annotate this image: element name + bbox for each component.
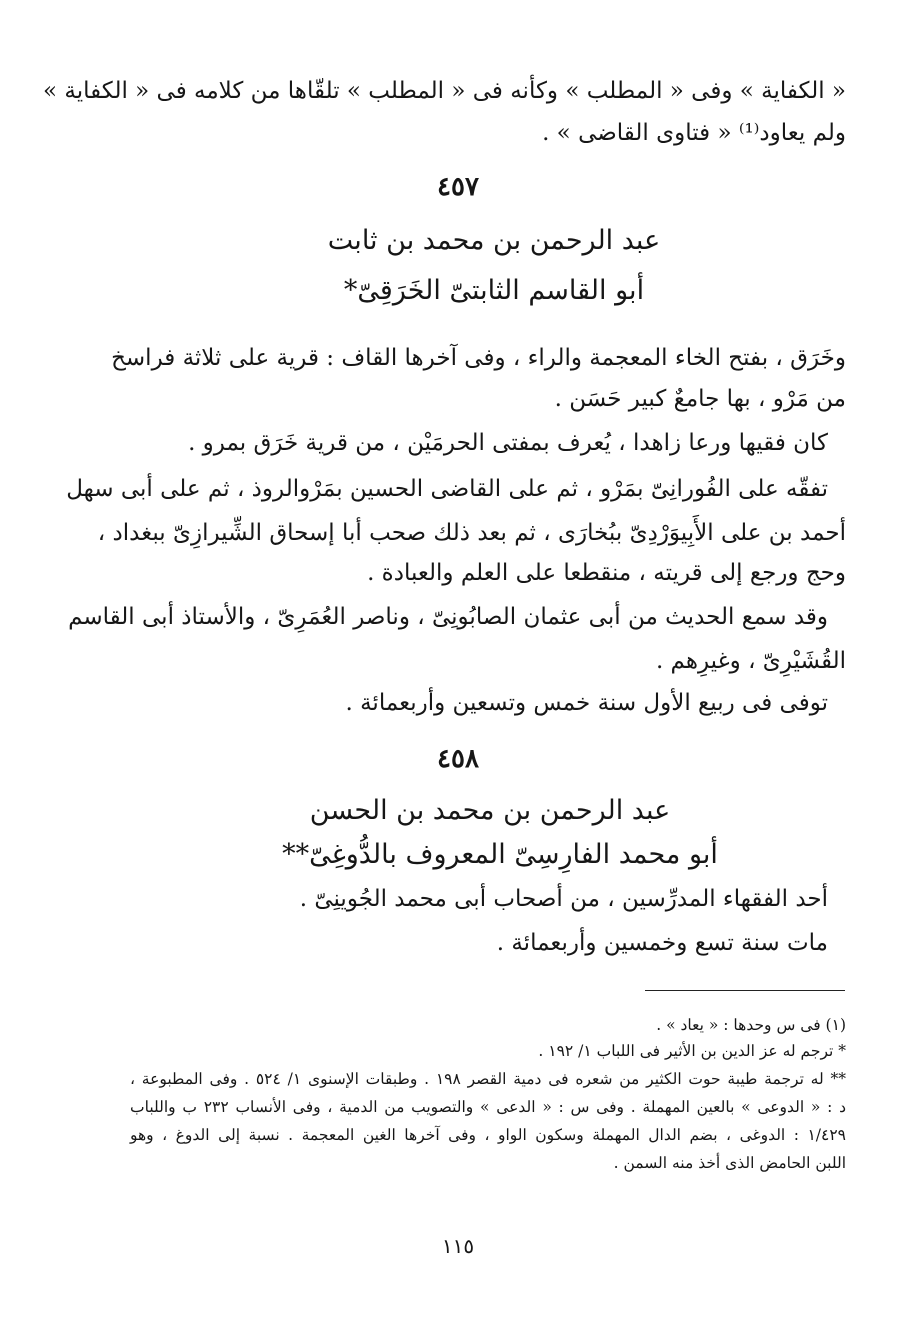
entry-457-paragraph-line: القُشَيْرِىّ ، وغيرِهم . (655, 648, 846, 674)
intro-line-1: « الكفاية » وفى « المطلب » وكأنه فى « المطلب » تلقّاها من كلامه فى « الكفاية » (43, 78, 846, 104)
footnote-line: ** له ترجمة طيبة حوت الكثير من شعره فى دمية القصر ١٩٨ . وطبقات الإسنوى ١/ ٥٢٤ . وفى المطبوعة ، (130, 1070, 846, 1088)
entry-457-paragraph-line: تفقّه على الفُورانِىّ بمَرْو ، ثم على القاضى الحسين بمَرْوالروذ ، ثم على أبى سهل (66, 476, 828, 502)
entry-457-paragraph-line: وقد سمع الحديث من أبى عثمان الصابُونِىّ ، وناصر العُمَرِىّ ، والأستاذ أبى القاسم (68, 604, 828, 630)
entry-458-name: عبد الرحمن بن محمد بن الحسن (309, 795, 671, 826)
entry-458-paragraph-line: أحد الفقهاء المدرِّسين ، من أصحاب أبى محمد الجُوينِىّ . (299, 886, 828, 912)
entry-457-paragraph-line: من مَرْو ، بها جامعٌ كبير حَسَن . (554, 386, 846, 412)
entry-number-458: ٤٥٨ (437, 744, 479, 774)
entry-457-kunya: أبو القاسم الثابتىّ الخَرَقِىّ* (343, 275, 645, 306)
footnote-line: د : « الدوعى » بالعين المهملة . وفى س : « الدعى » والتصويب من الدمية ، وفى الأنساب ٢٣٢ ب واللباب (130, 1098, 846, 1116)
footnote-line: اللبن الحامض الذى أخذ منه السمن . (613, 1154, 846, 1172)
intro-line-2: ولم يعاود⁽¹⁾ « فتاوى القاضى » . (542, 120, 846, 146)
entry-458-paragraph-line: مات سنة تسع وخمسين وأربعمائة . (496, 930, 828, 956)
entry-457-paragraph-line: وخَرَق ، بفتح الخاء المعجمة والراء ، وفى آخرها القاف : قرية على ثلاثة فراسخ (111, 345, 846, 371)
footnote-rule (645, 990, 845, 991)
entry-457-paragraph-line: وحج ورجع إلى قريته ، منقطعا على العلم والعبادة . (367, 560, 846, 586)
entry-number-457: ٤٥٧ (437, 172, 479, 202)
entry-457-paragraph-line: توفى فى ربيع الأول سنة خمس وتسعين وأربعمائة . (345, 690, 828, 716)
footnote-line: * ترجم له عز الدين بن الأثير فى اللباب ١/ ١٩٢ . (538, 1042, 846, 1060)
entry-457-paragraph-line: أحمد بن على الأَبِيوَرْدِىّ ببُخارَى ، ثم بعد ذلك صحب أبا إسحاق الشِّيرازِىّ ببغداد ، (97, 520, 846, 546)
footnote-line: ١/٤٢٩ : الدوغى ، بضم الدال المهملة وسكون الواو ، وفى آخرها الغين المعجمة . نسبة إلى الدوغ ، وهو (130, 1126, 846, 1144)
footnote-line: (١) فى س وحدها : « يعاد » . (656, 1016, 846, 1034)
entry-457-paragraph-line: كان فقيها ورعا زاهدا ، يُعرف بمفتى الحرمَيْن ، من قرية خَرَق بمرو . (188, 430, 828, 456)
page-number: ١١٥ (441, 1234, 475, 1258)
entry-458-kunya: أبو محمد الفارِسِىّ المعروف بالدُّوغِىّ** (282, 839, 718, 870)
entry-457-name: عبد الرحمن بن محمد بن ثابت (327, 225, 661, 256)
